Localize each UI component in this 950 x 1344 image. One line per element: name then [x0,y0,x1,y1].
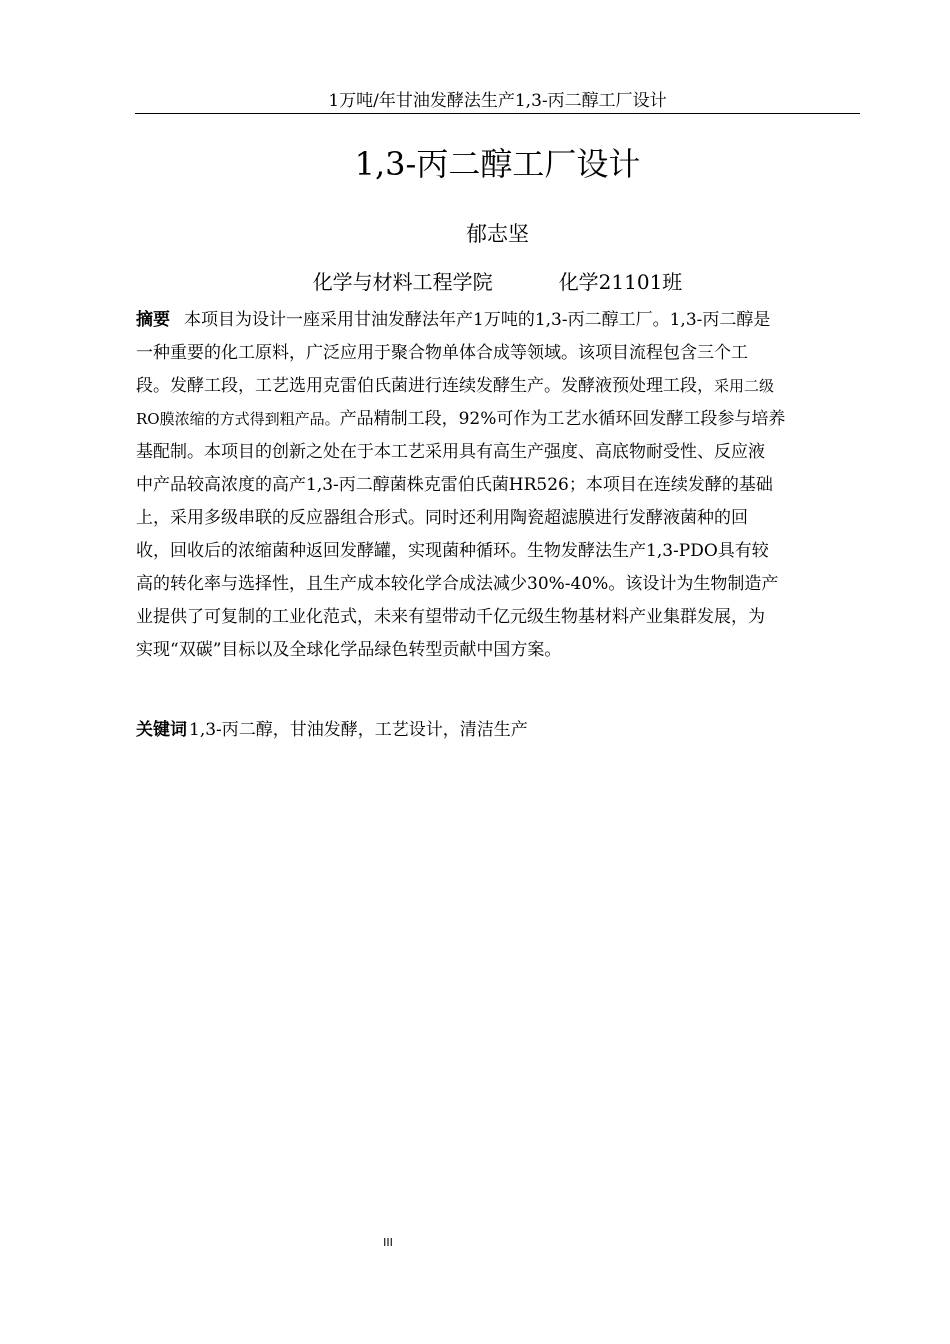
abstract-line: 高的转化率与选择性，且生产成本较化学合成法减少30%-40%。该设计为生物制造产 [136,574,779,594]
abstract [136,306,860,669]
abstract-label: 摘要 [136,310,170,330]
keywords-label: 关键词 [136,720,187,740]
keywords-text: 1,3-丙二醇，甘油发酵，工艺设计，清洁生产 [189,720,528,740]
page-number: III [383,1236,393,1249]
abstract-line [136,405,860,438]
abstract-line: 业提供了可复制的工业化范式，未来有望带动千亿元级生物基材料产业集群发展，为 [136,607,765,627]
abstract-line [136,372,860,405]
keywords [136,716,860,744]
class-name: 化学21101班 [558,270,683,294]
running-header: 1万吨/年甘油发酵法生产1,3-丙二醇工厂设计 [328,91,667,111]
school-name: 化学与材料工程学院 [312,270,493,294]
abstract-line [136,306,860,339]
abstract-text: 产品精制工段，92%可作为工艺水循环回发酵工段参与培养 [339,409,786,429]
abstract-line: 上，采用多级串联的反应器组合形式。同时还利用陶瓷超滤膜进行发酵液菌种的回 [136,508,748,528]
affiliation [135,268,860,296]
author-name: 郁志坚 [466,222,529,246]
abstract-line: 基配制。本项目的创新之处在于本工艺采用具有高生产强度、高底物耐受性、反应液 [136,442,765,462]
abstract-line: 一种重要的化工原料，广泛应用于聚合物单体合成等领域。该项目流程包含三个工 [136,343,748,363]
abstract-line: 中产品较高浓度的高产1,3-丙二醇菌株克雷伯氏菌HR526；本项目在连续发酵的基础 [136,475,773,495]
abstract-text: 段。发酵工段，工艺选用克雷伯氏菌进行连续发酵生产。发酵液预处理工段， [136,376,714,396]
abstract-text-small: RO膜浓缩的方式得到粗产品。 [136,410,340,428]
abstract-text: 本项目为设计一座采用甘油发酵法年产1万吨的1,3-丙二醇工厂。1,3-丙二醇是 [184,310,771,330]
abstract-line: 收，回收后的浓缩菌种返回发酵罐，实现菌种循环。生物发酵法生产1,3-PDO具有较 [136,541,769,561]
abstract-line: 实现“双碳”目标以及全球化学品绿色转型贡献中国方案。 [136,640,562,660]
paper-title: 1,3-丙二醇工厂设计 [354,145,641,183]
header-rule [135,113,860,114]
abstract-text-small: 采用二级 [714,377,775,395]
